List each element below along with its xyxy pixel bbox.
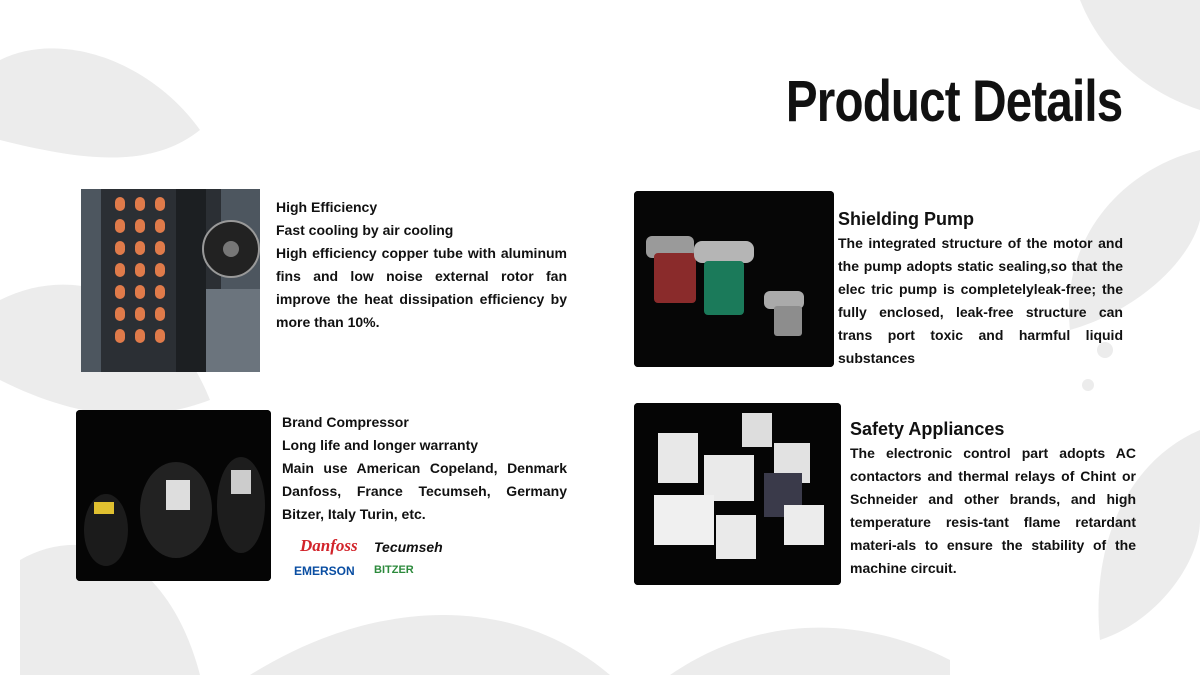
page-title: Product Details xyxy=(785,69,1122,134)
efficiency-subheading: Fast cooling by air cooling xyxy=(276,222,454,238)
safety-heading: Safety Appliances xyxy=(850,419,1005,439)
efficiency-text xyxy=(276,196,567,334)
pump-heading: Shielding Pump xyxy=(838,209,975,229)
safety-text xyxy=(850,416,1136,580)
danfoss-logo: Danfoss xyxy=(300,536,358,555)
pump-text xyxy=(838,206,1123,370)
compressor-photo xyxy=(76,410,271,581)
compressor-body: Main use American Copeland, Denmark Danfoss, France Tecumseh, Germany Bitzer, Italy Turin, etc. xyxy=(282,460,567,522)
brand-logos xyxy=(294,536,443,582)
compressor-subheading: Long life and longer warranty xyxy=(282,437,479,453)
bitzer-logo: BITZER xyxy=(374,564,414,576)
safety-photo xyxy=(634,403,841,585)
condenser-photo xyxy=(81,189,260,372)
pump-photo xyxy=(634,191,834,367)
emerson-logo: EMERSON xyxy=(294,564,355,578)
pump-body: The integrated structure of the motor and the pump adopts static sealing,so that the elec tric pump is completelyleak-free; the fully enclosed, leak-free structure can trans port toxic and harmful liquid substances xyxy=(838,235,1123,366)
compressor-heading: Brand Compressor xyxy=(282,414,409,430)
tecumseh-logo: Tecumseh xyxy=(374,539,443,555)
safety-body: The electronic control part adopts AC contactors and thermal relays of Chint or Schneider and other brands, and high temperature resis-tant flame retardant materi-als to ensure the stability of the machine circuit. xyxy=(850,445,1136,576)
efficiency-heading: High Efficiency xyxy=(276,199,378,215)
efficiency-body: High efficiency copper tube with aluminum fins and low noise external rotor fan improve the heat dissipation efficiency by more than 10%. xyxy=(276,245,567,330)
compressor-text xyxy=(282,411,567,526)
